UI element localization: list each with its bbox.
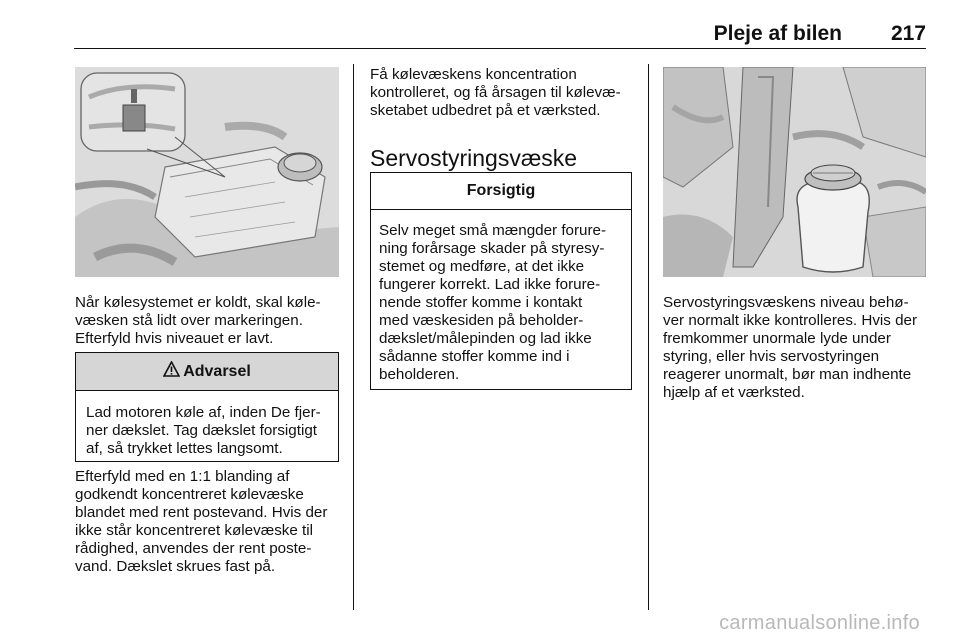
middle-column-text-1 — [370, 66, 645, 120]
left-column-text-1 — [75, 294, 345, 348]
page-number: 217 — [890, 22, 926, 45]
caution-title: Forsigtig — [466, 182, 536, 199]
warning-box — [75, 352, 339, 462]
caution-body: Selv meget små mængder forure- ning forårsage skader på styresy- stemet og medføre, at det ikke fungerer korrekt. Lad ikke forure- nende stoffer komme i kontakt med væskesiden på beholder- dækslet/målepinden og lad ikke sådanne stoffer komme ind i beholderen. — [379, 222, 607, 383]
column-divider-1 — [353, 64, 354, 610]
coolant-mix-paragraph: Efterfyld med en 1:1 blanding af godkendt koncentreret kølevæske blandet med rent postevand. Hvis der ikke står koncentreret kølevæske til rådighed, anvendes der rent poste- vand. Dækslet skrues fast på. — [75, 468, 328, 575]
warning-body: Lad motoren køle af, inden De fjer- ner dækslet. Tag dækslet forsigtigt af, så trykket lettes langsomt. — [86, 404, 321, 457]
warning-title: Advarsel — [183, 362, 251, 380]
right-column-text-1 — [663, 294, 933, 402]
coolant-reservoir-illustration — [75, 67, 339, 277]
coolant-concentration-paragraph: Få kølevæskens koncentration kontrolleret, og få årsagen til kølevæ- sketabet udbedret på et værksted. — [370, 66, 621, 119]
warning-box-header — [76, 353, 338, 391]
warning-triangle-icon — [163, 361, 180, 382]
coolant-level-paragraph: Når kølesystemet er koldt, skal køle- væsken stå lidt over markeringen. Efterfyld hvis niveauet er lavt. — [75, 294, 321, 347]
page-header — [74, 22, 926, 48]
caution-box-header — [371, 173, 631, 210]
caution-box — [370, 172, 632, 390]
power-steering-paragraph: Servostyringsvæskens niveau behø- ver normalt ikke kontrolleres. Hvis der fremkommer unormale lyde under styring, eller hvis servostyringen reagerer unormalt, bør man indhente hjælp af et værksted. — [663, 294, 918, 401]
header-rule — [74, 48, 926, 49]
watermark: carmanualsonline.info — [719, 612, 920, 634]
power-steering-reservoir-illustration — [663, 67, 926, 277]
chapter-title: Pleje af bilen — [713, 22, 842, 45]
left-column-text-2 — [75, 468, 350, 576]
column-divider-2 — [648, 64, 649, 610]
section-title: Servostyringsvæske — [370, 145, 578, 171]
